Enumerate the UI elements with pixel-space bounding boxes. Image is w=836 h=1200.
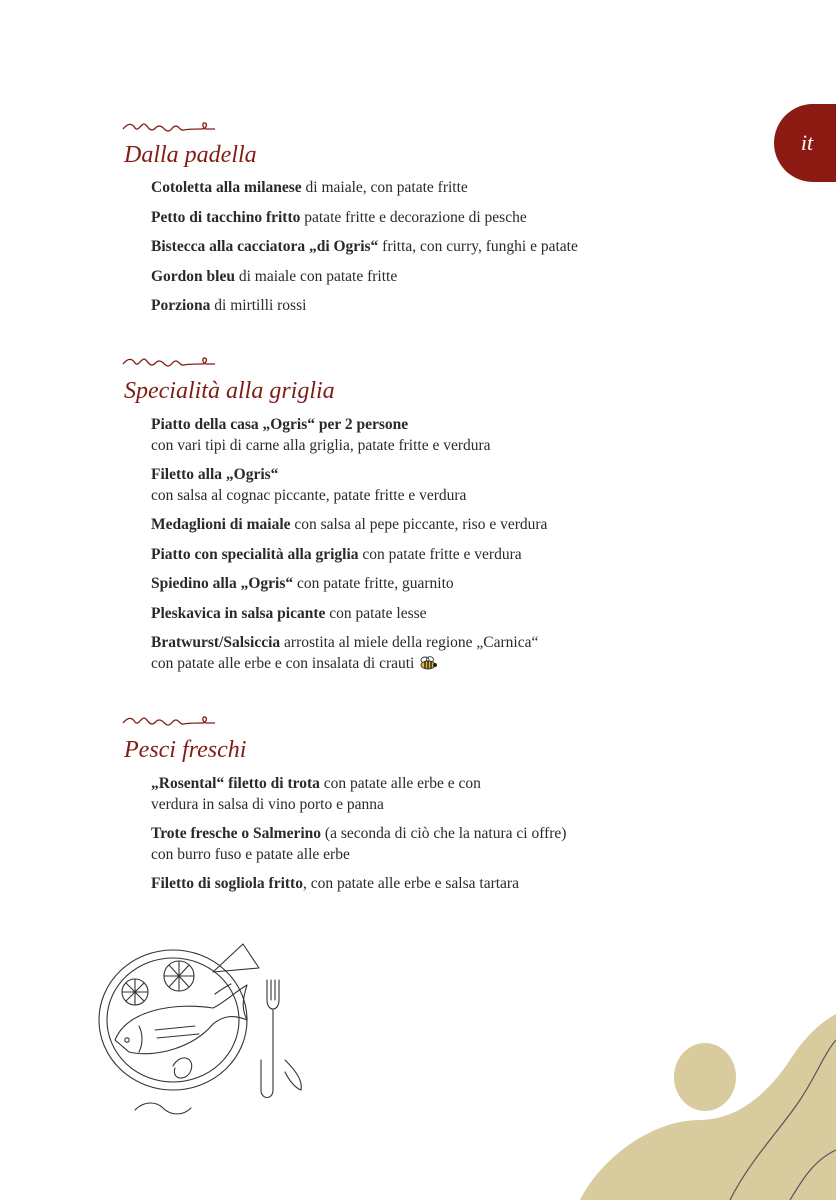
menu-item [151,464,791,506]
menu-item [151,295,791,316]
dish-name: Piatto con specialità alla griglia [151,545,359,563]
knife-blade [213,944,259,972]
decorative-wave-shape [580,1010,836,1200]
dish-description: con patate lesse [325,604,427,622]
dish-description-line2-text: con patate alle erbe e con insalata di crauti [151,655,415,672]
dish-name: Filetto di sogliola fritto [151,875,303,892]
dish-name: „Rosental“ filetto di trota [151,775,320,792]
menu-item [151,773,791,815]
dish-description-line2: con vari tipi di carne alla griglia, patate fritte e verdura [151,437,491,454]
menu-item [151,603,791,624]
dish-name: Trote fresche o Salmerino [151,825,322,842]
bee-icon [418,656,438,670]
dish-name: Piatto della casa „Ogris“ per 2 persone [151,416,409,433]
dish-name: Porziona [151,297,211,314]
dish-name: Filetto alla „Ogris“ [151,466,279,483]
dish-description: , con patate alle erbe e salsa tartara [302,875,519,892]
dish-name: Gordon bleu [151,267,235,285]
dish-description: (a seconda di ciò che la natura ci offre) [321,825,567,842]
flourish-ornament-icon [122,355,216,369]
menu-item [151,573,791,594]
dish-description-line2: con burro fuso e patate alle erbe [151,846,350,863]
dish-name: Cotoletta alla milanese [151,179,302,196]
dish-name: Spiedino alla „Ogris“ [151,575,294,592]
dish-description: patate fritte e decorazione di pesche [300,208,527,226]
menu-item [151,514,791,535]
section-title: Specialità alla griglia [124,378,335,404]
fish-eye [125,1038,129,1042]
flourish-ornament-icon [122,120,216,134]
section-title: Dalla padella [124,142,257,168]
flourish-ornament-icon [122,714,216,728]
language-label: it [800,130,814,155]
dish-description: di maiale, con patate fritte [301,179,468,196]
dish-description: con patate fritte, guarnito [293,575,454,592]
dish-name: Bratwurst/Salsiccia [151,634,281,651]
sauce-swirl [173,1058,192,1078]
menu-item [151,266,791,287]
menu-item [151,177,791,198]
menu-item [151,544,791,565]
dish-description-line2: verdura in salsa di vino porto e panna [151,796,384,813]
section-title: Pesci freschi [124,737,247,763]
menu-item [151,207,791,228]
dish-description: fritta, con curry, funghi e patate [378,238,578,255]
dish-name: Bistecca alla cacciatora „di Ogris“ [151,238,379,255]
dish-description: di mirtilli rossi [210,297,307,314]
dish-description: con patate alle erbe e con [319,775,481,792]
dish-description-line2 [151,653,791,674]
dish-name: Pleskavica in salsa picante [151,604,326,622]
menu-item [151,823,791,865]
fish-plate-illustration [95,940,310,1125]
dish-description: arrostita al miele della regione „Carnica“ [280,634,539,651]
menu-item [151,414,791,456]
dish-description: con salsa al pepe piccante, riso e verdura [290,516,548,533]
dish-description: di maiale con patate fritte [234,267,398,285]
dish-description: con patate fritte e verdura [358,545,522,563]
menu-item [151,236,791,257]
fork [261,980,279,1098]
language-tab[interactable] [774,104,836,182]
dish-name: Medaglioni di maiale [151,516,291,533]
dish-description-line2: con salsa al cognac piccante, patate fritte e verdura [151,487,467,504]
menu-item [151,632,791,674]
dish-name: Petto di tacchino fritto [151,208,301,226]
menu-item [151,873,791,894]
